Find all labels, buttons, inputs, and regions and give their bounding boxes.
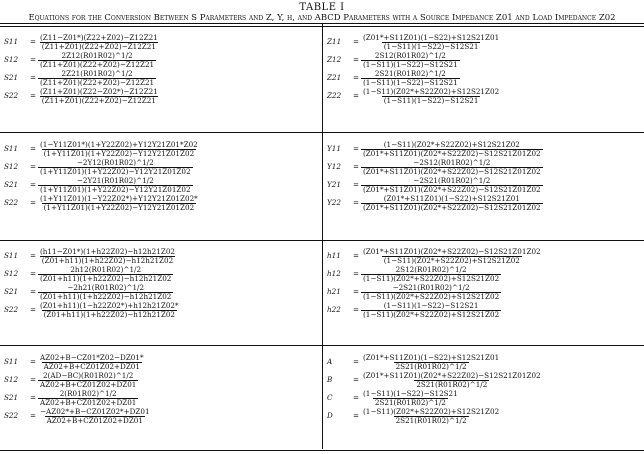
- equation: S22 = $\frac{(Z11+Z01)(Z22-Z02*)-Z12Z21}{(Z11+Z01)(Z22+Z02)-Z12Z21}$: [4, 86, 158, 105]
- column-divider: [322, 23, 323, 449]
- eq-denominator: (1−S11)(Z02*+S22Z02)+S12S21Z02: [363, 309, 500, 319]
- equation: S12 = $\frac{2(AD-BC)(R01R02)\^{}1/2}{AZ02+B+CZ01Z02+DZ01}$: [4, 370, 137, 389]
- eq-denominator: AZ02+B+CZ01Z02+DZ01: [46, 415, 143, 425]
- equation: S21 = $\frac{-2h21(R01R02)\^{}1/2}{(Z01+h11)(1+h22Z02)-h12h21Z02}$: [4, 282, 172, 301]
- eq-numerator: (1+Y11Z01)(1−Y22Z02*)+Y12Y21Z01Z02*: [40, 193, 198, 203]
- equation: A = $\frac{(Z01*+S11Z01)(1-S22)+S12S21Z01}{2S21(R01R02)\^{}1/2}$: [327, 352, 500, 371]
- eq-numerator: (Z11−Z01*)(Z22+Z02)−Z12Z21: [40, 32, 158, 42]
- eq-denominator: (Z01+h11)(1+h22Z02)−h12h21Z02: [43, 309, 175, 319]
- eq-denominator: (Z11+Z01)(Z22+Z02)−Z12Z21: [41, 95, 156, 105]
- eq-lhs: B: [327, 375, 333, 384]
- eq-lhs: A: [327, 357, 333, 366]
- eq-lhs: S22: [4, 91, 19, 100]
- equation: S11 = $\frac{AZ02+B-CZ01*Z02-DZ01*}{AZ02+B+CZ01Z02+DZ01}$: [4, 352, 144, 371]
- eq-denominator: (Z11+Z01)(Z22+Z02)−Z12Z21: [41, 41, 156, 51]
- eq-lhs: Z21: [327, 73, 342, 82]
- eq-denominator: (Z01*+S11Z01)(Z02*+S22Z02)−S12S21Z01Z02: [363, 166, 541, 176]
- eq-numerator: (Z01*+S11Z01)(1−S22)+S12S21Z01: [383, 193, 520, 203]
- eq-numerator: 2S21(R01R02)^1/2: [374, 68, 446, 78]
- equation: Z22 = $\frac{(1-S11)(Z02*+S22Z02)+S12S21Z02}{(1-S11)(1-S22)-S12S21}$: [327, 86, 500, 105]
- y-section-y-from-s: [327, 140, 543, 212]
- eq-numerator: (1−S11)(1−S22)−S12S21: [363, 388, 458, 398]
- eq-denominator: AZ02+B+CZ01Z02+DZ01: [43, 361, 140, 371]
- equation: Z12 = $\frac{2S12(R01R02)\^{}1/2}{(1-S11)(1-S22)-S12S21}$: [327, 50, 458, 69]
- eq-numerator: 2h12(R01R02)^1/2: [70, 264, 142, 274]
- eq-lhs: Y21: [327, 180, 341, 189]
- equation: S21 = $\frac{2Z21(R01R02)\^{}1/2}{(Z11+Z01)(Z22+Z02)-Z12Z21}$: [4, 68, 155, 87]
- equation: Y21 = $\frac{-2S21(R01R02)\^{}1/2}{(Z01*+S11Z01)(Z02*+S22Z02)-S12S21Z01Z02}$: [327, 175, 541, 194]
- equation: S22 = $\frac{(Z01+h11)(1-h22Z02*)+h12h21Z02*}{(Z01+h11)(1+h22Z02)-h12h21Z02}$: [4, 300, 179, 319]
- equation: S22 = $\frac{-AZ02*+B-CZ01Z02*+DZ01}{AZ02+B+CZ01Z02+DZ01}$: [4, 406, 150, 425]
- eq-lhs: S21: [4, 287, 19, 296]
- eq-lhs: C: [327, 393, 333, 402]
- eq-numerator: 2(R01R02)^1/2: [59, 388, 117, 398]
- eq-denominator: (1−S11)(1−S22)−S12S21: [383, 41, 479, 51]
- eq-numerator: 2S12(R01R02)^1/2: [395, 264, 467, 274]
- eq-denominator: (Z01*+S11Z01)(Z02*+S22Z02)−S12S21Z01Z02: [363, 202, 541, 212]
- eq-numerator: (1−S11)(Z02*+S22Z02)+S12S21Z02: [363, 406, 500, 416]
- eq-numerator: −2S12(R01R02)^1/2: [413, 157, 491, 167]
- eq-numerator: −AZ02*+B−CZ01Z02*+DZ01: [40, 406, 150, 416]
- eq-lhs: S21: [4, 180, 19, 189]
- eq-denominator: (1−S11)(Z02*+S22Z02)+S12S21Z02: [363, 291, 500, 301]
- equation: h12 = $\frac{2S12(R01R02)\^{}1/2}{(1-S11)(Z02*+S22Z02)+S12S21Z02}$: [327, 264, 500, 283]
- eq-lhs: Y12: [327, 162, 341, 171]
- eq-denominator: AZ02+B+CZ01Z02+DZ01: [40, 397, 137, 407]
- eq-lhs: S21: [4, 393, 19, 402]
- eq-denominator: (1−S11)(1−S22)−S12S21: [383, 95, 479, 105]
- table-title: TABLE I: [299, 2, 345, 13]
- equation: Y12 = $\frac{-2S12(R01R02)\^{}1/2}{(Z01*+S11Z01)(Z02*+S22Z02)-S12S21Z01Z02}$: [327, 157, 541, 176]
- eq-numerator: −2S21(R01R02)^1/2: [413, 175, 491, 185]
- eq-numerator: (Z01*+S11Z01)(1−S22)+S12S21Z01: [363, 32, 500, 42]
- eq-lhs: S12: [4, 269, 19, 278]
- h-section-s-from-h: [4, 247, 181, 319]
- bottom-rule: [0, 450, 644, 451]
- eq-lhs: S22: [4, 198, 19, 207]
- eq-numerator: 2(AD−BC)(R01R02)^1/2: [42, 370, 134, 380]
- eq-lhs: S11: [4, 357, 19, 366]
- eq-numerator: −2Y21(R01R02)^1/2: [76, 175, 154, 185]
- eq-lhs: S12: [4, 55, 19, 64]
- eq-numerator: −2h21(R01R02)^1/2: [67, 282, 145, 292]
- equation: S21 = $\frac{-2Y21(R01R02)\^{}1/2}{(1+Y11Z01)(1+Y22Z02)-Y12Y21Z01Z02}$: [4, 175, 191, 194]
- equation: h21 = $\frac{-2S21(R01R02)\^{}1/2}{(1-S11)(Z02*+S22Z02)+S12S21Z02}$: [327, 282, 500, 301]
- h-section-h-from-s: [327, 247, 543, 319]
- eq-numerator: (1−S11)(Z02*+S22Z02)+S12S21Z02: [363, 86, 500, 96]
- eq-lhs: Z12: [327, 55, 342, 64]
- abcd-section-abcd-from-s: [327, 353, 543, 425]
- eq-lhs: Z22: [327, 91, 342, 100]
- eq-denominator: (1+Y11Z01)(1+Y22Z02)−Y12Y21Z01Z02: [40, 184, 191, 194]
- eq-denominator: (Z01+h11)(1+h22Z02)−h12h21Z02: [40, 291, 172, 301]
- equation: C = $\frac{(1-S11)(1-S22)-S12S21}{2S21(R01R02)\^{}1/2}$: [327, 388, 458, 407]
- eq-lhs: Z11: [327, 37, 342, 46]
- eq-lhs: h12: [327, 269, 341, 278]
- eq-denominator: (1−S11)(1−S22)−S12S21: [363, 77, 458, 87]
- eq-denominator: (1+Y11Z01)(1+Y22Z02)−Y12Y21Z01Z02: [43, 148, 195, 158]
- eq-denominator: (Z01*+S11Z01)(Z02*+S22Z02)−S12S21Z01Z02: [363, 148, 541, 158]
- eq-denominator: AZ02+B+CZ01Z02+DZ01: [40, 379, 137, 389]
- eq-numerator: −2S21(R01R02)^1/2: [392, 282, 470, 292]
- eq-lhs: Y22: [327, 198, 341, 207]
- eq-lhs: S11: [4, 37, 19, 46]
- eq-numerator: 2Z12(R01R02)^1/2: [61, 50, 133, 60]
- eq-numerator: (h11−Z01*)(1+h22Z02)−h12h21Z02: [40, 246, 175, 256]
- equation: S11 = $\frac{(h11-Z01*)(1+h22Z02)-h12h21Z02}{(Z01+h11)(1+h22Z02)-h12h21Z02}$: [4, 246, 175, 265]
- eq-denominator: (Z11+Z01)(Z22+Z02)−Z12Z21: [40, 59, 155, 69]
- table-subtitle: Equations for the Conversion Between S Parameters and Z, Y, h, and ABCD Parameters with a Source Impedance Z01 and Load Impedance Z02: [28, 13, 616, 23]
- equation: S12 = $\frac{2h12(R01R02)\^{}1/2}{(Z01+h11)(1+h22Z02)-h12h21Z02}$: [4, 264, 172, 283]
- eq-lhs: h21: [327, 287, 341, 296]
- eq-lhs: h22: [327, 305, 341, 314]
- eq-lhs: S12: [4, 375, 19, 384]
- eq-numerator: (1−S11)(Z02*+S22Z02)+S12S21Z02: [383, 139, 520, 149]
- eq-denominator: (Z01+h11)(1+h22Z02)−h12h21Z02: [41, 255, 174, 265]
- eq-denominator: 2S21(R01R02)^1/2: [416, 379, 488, 389]
- z-section-z-from-s: [327, 33, 501, 105]
- equation: S12 = $\frac{-2Y12(R01R02)\^{}1/2}{(1+Y11Z01)(1+Y22Z02)-Y12Y21Z01Z02}$: [4, 157, 191, 176]
- eq-denominator: (1−S11)(Z02*+S22Z02)+S12S21Z02: [363, 273, 500, 283]
- equation: Y22 = $\frac{(Z01*+S11Z01)(1-S22)+S12S21Z01}{(Z01*+S11Z01)(Z02*+S22Z02)-S12S21Z01Z02}$: [327, 193, 541, 212]
- eq-numerator: −2Y12(R01R02)^1/2: [76, 157, 154, 167]
- eq-denominator: (1+Y11Z01)(1+Y22Z02)−Y12Y21Z01Z02: [43, 202, 195, 212]
- eq-lhs: D: [327, 411, 333, 420]
- eq-denominator: (1−S11)(1−S22)−S12S21: [363, 59, 458, 69]
- eq-numerator: (Z01*+S11Z01)(1−S22)+S12S21Z01: [363, 352, 500, 362]
- equation: Z21 = $\frac{2S21(R01R02)\^{}1/2}{(1-S11)(1-S22)-S12S21}$: [327, 68, 458, 87]
- eq-lhs: S11: [4, 144, 19, 153]
- equation: S11 = $\frac{(1-Y11Z01*)(1+Y22Z02)+Y12Y21Z01*Z02}{(1+Y11Z01)(1+Y22Z02)-Y12Y21Z01Z02}$: [4, 139, 198, 158]
- y-section-s-from-y: [4, 140, 200, 212]
- eq-denominator: (Z01*+S11Z01)(Z02*+S22Z02)−S12S21Z01Z02: [363, 184, 541, 194]
- eq-denominator: (1+Y11Z01)(1+Y22Z02)−Y12Y21Z01Z02: [40, 166, 191, 176]
- eq-numerator: (1−S11)(1−S22)−S12S21: [383, 300, 479, 310]
- eq-numerator: (Z01*+S11Z01)(Z02*+S22Z02)−S12S21Z01Z02: [363, 246, 541, 256]
- eq-denominator: (1−S11)(Z02*+S22Z02)+S12S21Z02: [383, 255, 520, 265]
- eq-lhs: h11: [327, 251, 341, 260]
- eq-denominator: (Z01+h11)(1+h22Z02)−h12h21Z02: [40, 273, 172, 283]
- eq-numerator: (Z11+Z01)(Z22−Z02*)−Z12Z21: [40, 86, 158, 96]
- equation: S12 = $\frac{2Z12(R01R02)\^{}1/2}{(Z11+Z01)(Z22+Z02)-Z12Z21}$: [4, 50, 155, 69]
- equation: h22 = $\frac{(1-S11)(1-S22)-S12S21}{(1-S11)(Z02*+S22Z02)+S12S21Z02}$: [327, 300, 500, 319]
- eq-lhs: Y11: [327, 144, 341, 153]
- equation: S11 = $\frac{(Z11-Z01*)(Z22+Z02)-Z12Z21}{(Z11+Z01)(Z22+Z02)-Z12Z21}$: [4, 32, 158, 51]
- eq-numerator: 2S12(R01R02)^1/2: [374, 50, 446, 60]
- abcd-section-s-from-abcd: [4, 353, 152, 425]
- eq-denominator: 2S21(R01R02)^1/2: [374, 397, 446, 407]
- eq-lhs: S22: [4, 411, 19, 420]
- equation: Y11 = $\frac{(1-S11)(Z02*+S22Z02)+S12S21Z02}{(Z01*+S11Z01)(Z02*+S22Z02)-S12S21Z01Z02}$: [327, 139, 541, 158]
- eq-numerator: (Z01*+S11Z01)(Z02*+S22Z02)−S12S21Z01Z02: [363, 370, 541, 380]
- equation: S22 = $\frac{(1+Y11Z01)(1-Y22Z02*)+Y12Y21Z01Z02*}{(1+Y11Z01)(1+Y22Z02)-Y12Y21Z01Z02}$: [4, 193, 198, 212]
- equation: D = $\frac{(1-S11)(Z02*+S22Z02)+S12S21Z02}{2S21(R01R02)\^{}1/2}$: [327, 406, 500, 425]
- eq-lhs: S21: [4, 73, 19, 82]
- eq-lhs: S22: [4, 305, 19, 314]
- eq-numerator: (Z01+h11)(1−h22Z02*)+h12h21Z02*: [40, 300, 179, 310]
- equation: B = $\frac{(Z01*+S11Z01)(Z02*+S22Z02)-S12S21Z01Z02}{2S21(R01R02)\^{}1/2}$: [327, 370, 541, 389]
- eq-denominator: (Z11+Z01)(Z22+Z02)−Z12Z21: [40, 77, 155, 87]
- eq-numerator: 2Z21(R01R02)^1/2: [61, 68, 133, 78]
- eq-denominator: 2S21(R01R02)^1/2: [395, 415, 467, 425]
- z-section-s-from-z: [4, 33, 160, 105]
- eq-numerator: AZ02+B−CZ01*Z02−DZ01*: [40, 352, 144, 362]
- eq-lhs: S11: [4, 251, 19, 260]
- eq-denominator: 2S21(R01R02)^1/2: [395, 361, 467, 371]
- equation: Z11 = $\frac{(Z01*+S11Z01)(1-S22)+S12S21Z01}{(1-S11)(1-S22)-S12S21}$: [327, 32, 500, 51]
- eq-lhs: S12: [4, 162, 19, 171]
- equation: S21 = $\frac{2(R01R02)\^{}1/2}{AZ02+B+CZ01Z02+DZ01}$: [4, 388, 137, 407]
- eq-numerator: (1−Y11Z01*)(1+Y22Z02)+Y12Y21Z01*Z02: [40, 139, 198, 149]
- equation: h11 = $\frac{(Z01*+S11Z01)(Z02*+S22Z02)-S12S21Z01Z02}{(1-S11)(Z02*+S22Z02)+S12S21Z02}$: [327, 246, 541, 265]
